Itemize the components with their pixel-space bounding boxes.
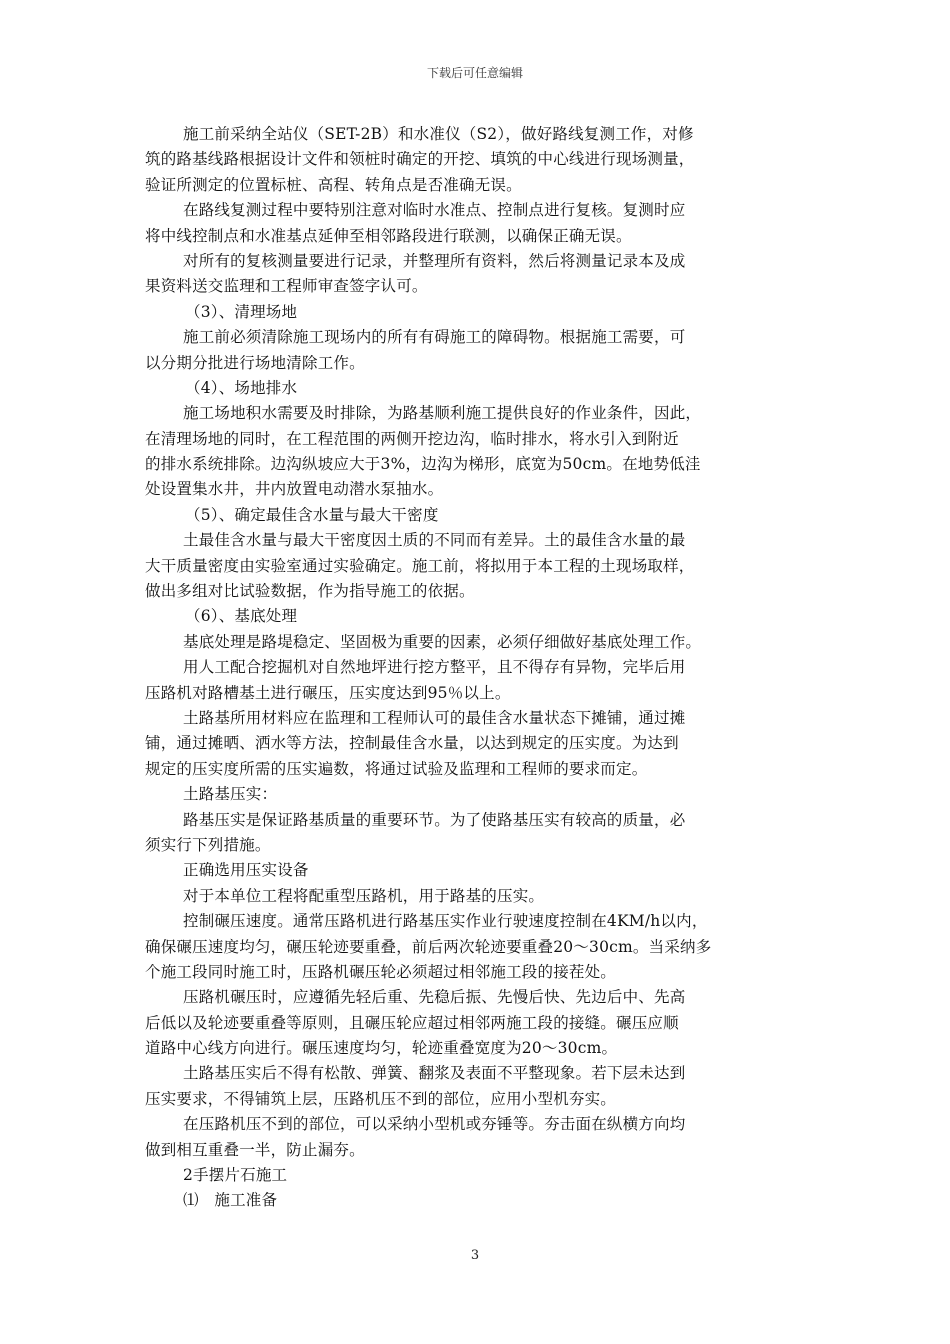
text-line: 筑的路基线路根据设计文件和领桩时确定的开挖、填筑的中心线进行现场测量， xyxy=(145,150,695,169)
text-line: 果资料送交监理和工程师审查签字认可。 xyxy=(145,277,428,296)
text-line: （6）、基底处理 xyxy=(185,607,298,626)
text-line: 处设置集水井，井内放置电动潜水泵抽水。 xyxy=(145,480,444,499)
text-line: 做出多组对比试验数据，作为指导施工的依据。 xyxy=(145,582,475,601)
text-line: 在压路机压不到的部位，可以采纳小型机或夯锤等。夯击面在纵横方向均 xyxy=(183,1115,686,1134)
text-line: 控制碾压速度。通常压路机进行路基压实作业行驶速度控制在4KM/h以内， xyxy=(183,912,708,931)
text-line: 土路基压实： xyxy=(183,785,278,804)
text-line: 土路基压实后不得有松散、弹簧、翻浆及表面不平整现象。若下层未达到 xyxy=(183,1064,686,1083)
text-line: 土路基所用材料应在监理和工程师认可的最佳含水量状态下摊铺，通过摊 xyxy=(183,708,686,727)
text-line: 以分期分批进行场地清除工作。 xyxy=(145,353,365,372)
text-line: 后低以及轮迹要重叠等原则，且碾压轮应超过相邻两施工段的接缝。碾压应顺 xyxy=(145,1013,679,1032)
text-line: 2手摆片石施工 xyxy=(183,1166,288,1185)
text-line: 用人工配合挖掘机对自然地坪进行挖方整平，且不得存有异物，完毕后用 xyxy=(183,658,686,677)
text-line: 将中线控制点和水准基点延伸至相邻路段进行联测，以确保正确无误。 xyxy=(145,226,632,245)
text-line: 施工前必须清除施工现场内的所有有碍施工的障碍物。根据施工需要，可 xyxy=(183,328,686,347)
text-line: 基底处理是路堤稳定、坚固极为重要的因素，必须仔细做好基底处理工作。 xyxy=(183,632,702,651)
text-line: （4）、场地排水 xyxy=(185,378,298,397)
text-line: 施工场地积水需要及时排除，为路基顺利施工提供良好的作业条件，因此， xyxy=(183,404,702,423)
document-body xyxy=(145,122,810,1214)
text-line: ⑴ 施工准备 xyxy=(183,1191,278,1210)
text-line: 须实行下列措施。 xyxy=(145,835,271,854)
text-line: 施工前采纳全站仪（SET-2B）和水准仪（S2），做好路线复测工作，对修 xyxy=(183,125,694,143)
text-line: 在路线复测过程中要特别注意对临时水准点、控制点进行复核。复测时应 xyxy=(183,201,686,220)
text-line: 确保碾压速度均匀，碾压轮迹要重叠，前后两次轮迹要重叠20～30cm。当采纳多 xyxy=(145,937,712,956)
text-line: 大干质量密度由实验室通过实验确定。施工前，将拟用于本工程的土现场取样， xyxy=(145,556,695,575)
text-line: 压路机碾压时，应遵循先轻后重、先稳后振、先慢后快、先边后中、先高 xyxy=(183,988,686,1007)
text-line: 对于本单位工程将配重型压路机，用于路基的压实。 xyxy=(183,886,545,905)
text-line: 验证所测定的位置标桩、高程、转角点是否准确无误。 xyxy=(145,175,522,194)
text-line: 做到相互重叠一半，防止漏夯。 xyxy=(145,1140,365,1159)
text-line: （5）、确定最佳含水量与最大干密度 xyxy=(185,505,439,524)
text-line: 压路机对路槽基土进行碾压，压实度达到95％以上。 xyxy=(145,683,511,702)
text-line: 路基压实是保证路基质量的重要环节。为了使路基压实有较高的质量，必 xyxy=(183,810,686,829)
text-line: 正确选用压实设备 xyxy=(183,861,309,880)
text-line: 对所有的复核测量要进行记录，并整理所有资料，然后将测量记录本及成 xyxy=(183,251,686,270)
page-number: 3 xyxy=(470,1248,480,1263)
text-line: 规定的压实度所需的压实遍数，将通过试验及监理和工程师的要求而定。 xyxy=(145,759,648,778)
text-line: 铺，通过摊晒、洒水等方法，控制最佳含水量，以达到规定的压实度。为达到 xyxy=(145,734,679,753)
text-line: 压实要求，不得铺筑上层，压路机压不到的部位，应用小型机夯实。 xyxy=(145,1089,617,1108)
text-line: （3）、清理场地 xyxy=(185,302,298,321)
text-line: 在清理场地的同时，在工程范围的两侧开挖边沟，临时排水，将水引入到附近 xyxy=(145,429,679,448)
text-line: 的排水系统排除。边沟纵坡应大于3%，边沟为梯形，底宽为50cm。在地势低洼 xyxy=(145,455,701,474)
text-line: 道路中心线方向进行。碾压速度均匀，轮迹重叠宽度为20～30cm。 xyxy=(145,1039,618,1058)
text-line: 个施工段同时施工时，压路机碾压轮必须超过相邻施工段的接茬处。 xyxy=(145,962,617,981)
page-header: 下载后可任意编辑 xyxy=(426,66,523,80)
text-line: 土最佳含水量与最大干密度因土质的不同而有差异。土的最佳含水量的最 xyxy=(183,531,686,550)
